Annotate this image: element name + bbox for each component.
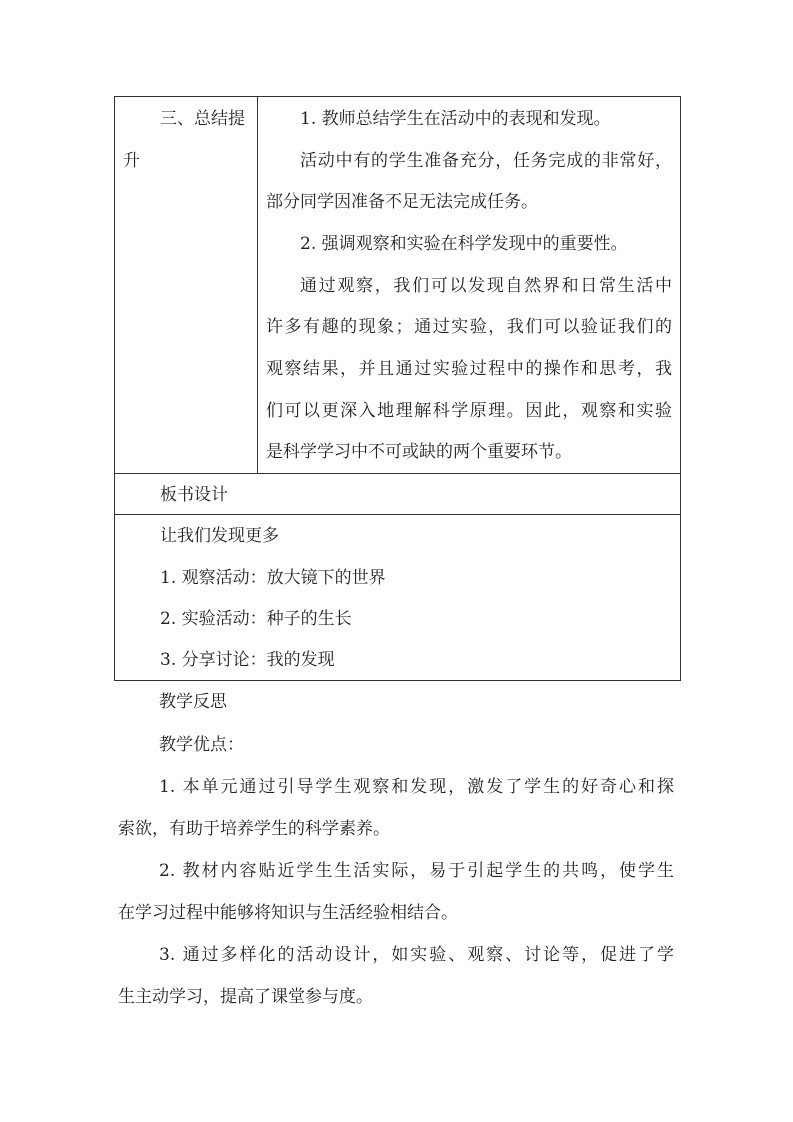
reflection-paragraph: 3. 通过多样化的活动设计，如实验、观察、讨论等，促进了学	[159, 945, 674, 965]
board-design-content-cell	[115, 515, 680, 681]
reflection-subheading: 教学优点：	[159, 735, 244, 755]
summary-text: 是科学学习中不可或缺的两个重要环节。	[266, 442, 572, 462]
reflection-paragraph: 1. 本单元通过引导学生观察和发现，激发了学生的好奇心和探	[159, 777, 674, 797]
section-label-cell	[115, 97, 257, 473]
board-title: 让我们发现更多	[160, 526, 279, 546]
section-label-continued: 升	[123, 151, 140, 171]
section-label: 三、总结提	[160, 109, 245, 129]
summary-text: 观察结果，并且通过实验过程中的操作和思考，我	[266, 359, 672, 379]
summary-text: 部分同学因准备不足无法完成任务。	[266, 192, 538, 212]
reflection-paragraph: 2. 教材内容贴近学生生活实际，易于引起学生的共鸣，使学生	[159, 861, 674, 881]
summary-point: 1. 教师总结学生在活动中的表现和发现。	[300, 109, 611, 129]
summary-text: 活动中有的学生准备充分，任务完成的非常好，	[300, 151, 672, 171]
reflection-heading: 教学反思	[159, 692, 227, 712]
reflection-paragraph: 在学习过程中能够将知识与生活经验相结合。	[118, 903, 458, 923]
reflection-paragraph: 生主动学习，提高了课堂参与度。	[118, 987, 373, 1007]
board-design-header: 板书设计	[160, 485, 228, 505]
row-divider	[115, 473, 680, 474]
summary-content-cell	[258, 97, 680, 473]
summary-point: 2. 强调观察和实验在科学发现中的重要性。	[300, 234, 628, 254]
board-item: 2. 实验活动：种子的生长	[160, 609, 352, 629]
summary-text: 通过观察，我们可以发现自然界和日常生活中	[300, 276, 672, 296]
board-item: 3. 分享讨论：我的发现	[160, 650, 335, 670]
summary-text: 们可以更深入地理解科学原理。因此，观察和实验	[266, 401, 672, 421]
board-item: 1. 观察活动：放大镜下的世界	[160, 568, 386, 588]
summary-text: 许多有趣的现象；通过实验，我们可以验证我们的	[266, 317, 672, 337]
reflection-paragraph: 索欲，有助于培养学生的科学素养。	[118, 819, 390, 839]
lesson-plan-table	[114, 96, 681, 681]
